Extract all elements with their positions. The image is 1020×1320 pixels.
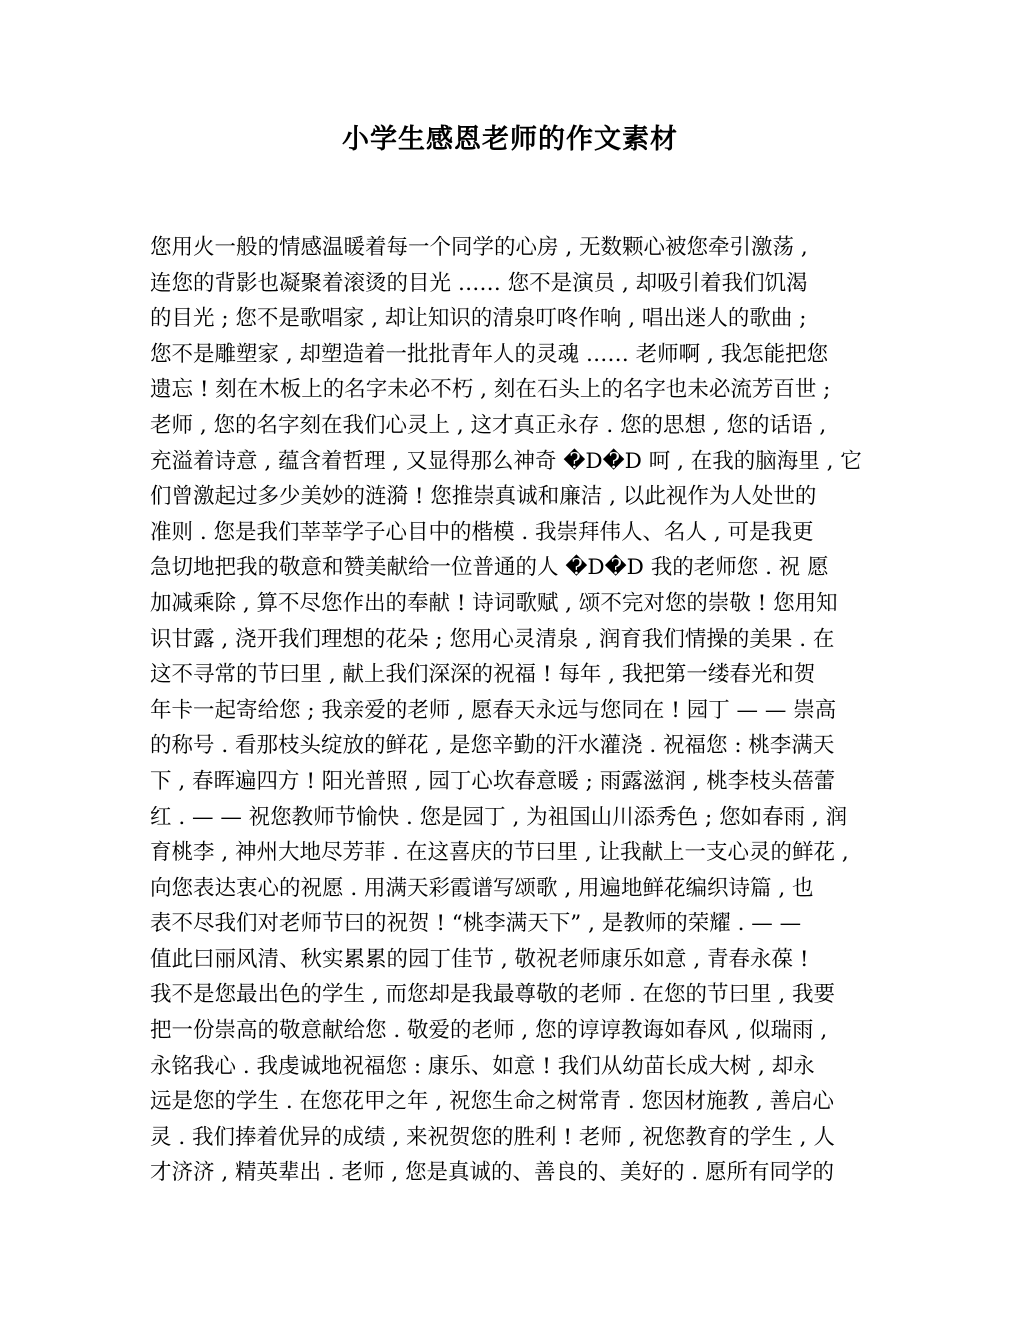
body-line: 向您表达衷心的祝愿 . 用满天彩霞谱写颂歌 , 用遍地鲜花编织诗篇 , 也 [150,875,814,901]
body-line: 红 . — — 祝您教师节愉快 . 您是园丁 , 为祖国山川添秀色 ; 您如春雨 , 润 [150,804,848,830]
body-line: 这不寻常的节曰里 , 献上我们深深的祝福 ! 每年 , 我把第一缕春光和贺 [150,662,816,688]
document-body [150,230,870,1191]
body-line: 遗忘 ! 刻在木板上的名字未必不朽 , 刻在石头上的名字也未必流芳百世 ; [150,377,831,403]
body-line: 远是您的学生 . 在您花甲之年 , 祝您生命之树常青 . 您因材施教 , 善启心 [150,1089,835,1115]
body-line: 把一份崇高的敬意献给您 . 敬爱的老师 , 您的谆谆教诲如春风 , 似瑞雨 , [150,1018,828,1044]
body-line: 育桃李 , 神州大地尽芳菲 . 在这喜庆的节曰里 , 让我献上一支心灵的鲜花 , [150,840,849,866]
body-line: 值此曰丽风清、秋实累累的园丁佳节 , 敬祝老师康乐如意 , 青春永葆 ! [150,946,809,972]
body-line: 急切地把我的敬意和赞美献给一位普通的人 �D�D 我的老师您 . 祝 愿 [150,555,829,581]
body-line: 准则 . 您是我们莘莘学子心目中的楷模 . 我崇拜伟人、名人 , 可是我更 [150,519,814,545]
body-line: 才济济 , 精英辈出 . 老师 , 您是真诚的、善良的、美好的 . 愿所有同学的 [150,1160,835,1186]
body-line: 加减乘除 , 算不尽您作出的奉献 ! 诗词歌赋 , 颂不完对您的崇敬 ! 您用知 [150,590,838,616]
body-line: 下 , 春晖遍四方 ! 阳光普照 , 园丁心坎春意暖 ; 雨露滋润 , 桃李枝头蓓蕾 [150,768,836,794]
body-line: 们曾激起过多少美妙的涟漪 ! 您推崇真诚和廉洁 , 以此视作为人处世的 [150,484,817,510]
body-line: 表不尽我们对老师节曰的祝贺 ! “桃李满天下” , 是教师的荣耀 . — — [150,911,802,937]
body-line: 灵 . 我们捧着优异的成绩 , 来祝贺您的胜利 ! 老师 , 祝您教育的学生 , 人 [150,1124,835,1150]
body-line: 年卡一起寄给您 ; 我亲爱的老师 , 愿春天永远与您同在 ! 园丁 — — 崇高 [150,697,837,723]
body-line: 的目光 ; 您不是歌唱家 , 却让知识的清泉叮咚作响 , 唱出迷人的歌曲 ; [150,306,807,332]
body-line: 识甘露 , 浇开我们理想的花朵 ; 您用心灵清泉 , 润育我们情操的美果 . 在 [150,626,835,652]
body-line: 我不是您最出色的学生 , 而您却是我最尊敬的老师 . 在您的节曰里 , 我要 [150,982,836,1008]
body-line: 充溢着诗意 , 蕴含着哲理 , 又显得那么神奇 �D�D 呵 , 在我的脑海里 , 它 [150,448,862,474]
body-line: 永铭我心 . 我虔诚地祝福您 : 康乐、如意 ! 我们从幼苗长成大树 , 却永 [150,1053,815,1079]
body-line: 您不是雕塑家 , 却塑造着一批批青年人的灵魂 …… 老师啊 , 我怎能把您 [150,341,829,367]
body-line: 您用火一般的情感温暖着每一个同学的心房 , 无数颗心被您牵引激荡 , [150,235,808,260]
body-line: 老师 , 您的名字刻在我们心灵上 , 这才真正永存 . 您的思想 , 您的话语 , [150,412,827,438]
body-line: 的称号 . 看那枝头绽放的鲜花 , 是您辛勤的汗水灌浇 . 祝福您 : 桃李满天 [150,733,835,759]
document-title: 小学生感恩老师的作文素材 [342,124,678,155]
body-line: 连您的背影也凝聚着滚烫的目光 …… 您不是演员 , 却吸引着我们饥渴 [150,270,808,296]
